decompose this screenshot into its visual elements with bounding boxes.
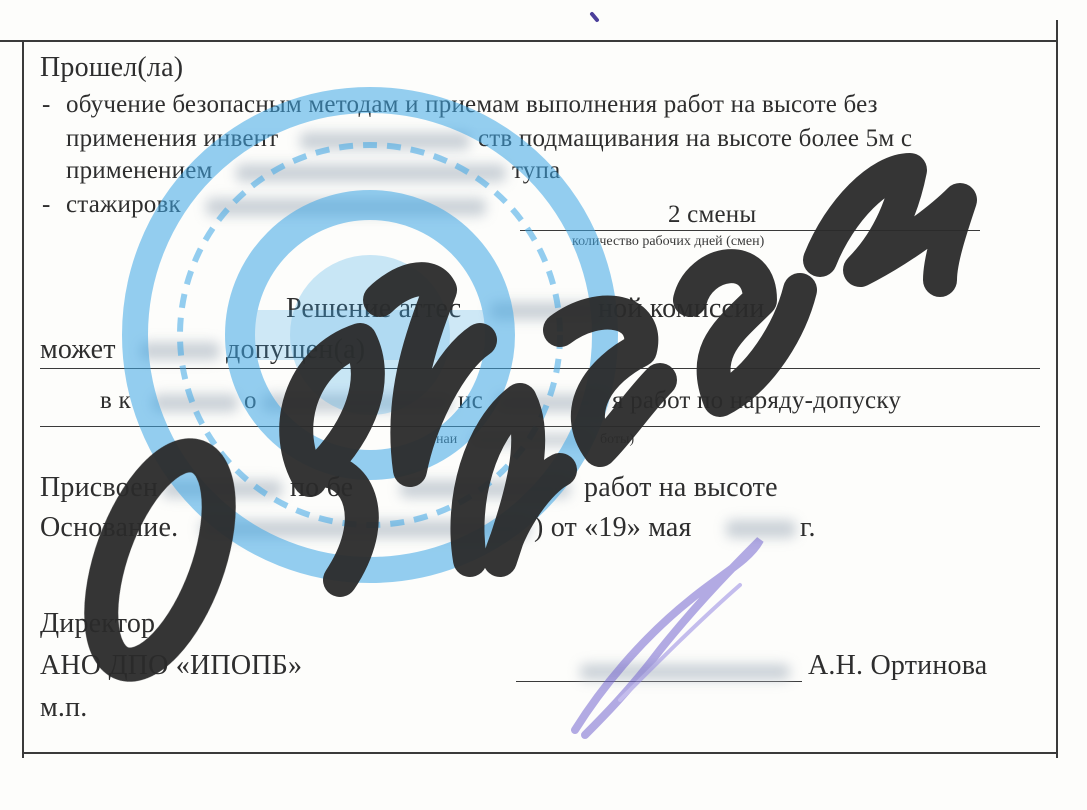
redaction [152,394,238,412]
assigned-c: работ на высоте [584,472,778,503]
bottom-border [22,752,1058,754]
right-border [1056,20,1058,758]
redaction [206,198,486,216]
organization-name: АНО ДПО «ИПОПБ» [40,650,303,681]
signature-line [516,681,802,682]
redaction [490,302,600,320]
training-line-1: обучение безопасным методам и приемам выполнения работ на высоте без [66,91,878,118]
internship-label: стажировк [66,191,181,218]
assigned-a: Присвоен [40,472,159,503]
shifts-value: 2 смены [668,201,757,228]
bullet-1: - [42,91,51,118]
role-caption-b: боты) [600,432,635,447]
training-line-3b: тупа [512,157,561,184]
redaction [262,394,452,412]
redaction [200,520,530,538]
training-line-3a: применением [66,157,213,184]
shifts-caption: количество рабочих дней (смен) [572,234,765,249]
decision-title-a: Решение аттес [286,293,462,324]
redaction [496,394,606,412]
director-position: Директор [40,608,156,639]
role-b: о [244,387,257,414]
top-border [0,40,1058,42]
basis-year-suffix: г. [800,512,816,543]
can-be-admitted: может [40,334,116,365]
decision-title-b: ной комиссии [598,293,765,324]
basis-date: ) от «19» мая [534,512,692,543]
stamp-place: м.п. [40,692,88,723]
redaction [580,664,790,680]
role-underline [40,426,1040,427]
redaction [726,520,796,538]
passed-label: Прошел(ла) [40,52,184,83]
shifts-underline [520,230,980,231]
admitted-underline [40,368,1040,369]
role-d: я работ по наряду-допуску [612,387,902,414]
redaction [470,434,590,446]
redaction [162,480,282,498]
redaction [236,164,506,182]
training-line-2b: ств подмащивания на высоте более 5м с [478,125,913,152]
redaction [300,132,470,150]
watermark-obrazets-icon [77,170,960,680]
handwritten-signature-icon [575,540,760,735]
signer-name: А.Н. Ортинова [808,650,988,681]
basis-label: Основание. [40,512,179,543]
assigned-b: по бе [290,472,354,503]
left-border [22,40,24,758]
role-caption-a: наи [436,432,458,447]
role-a: в к [100,387,131,414]
training-line-2a: применения инвент [66,125,279,152]
role-c: ис [458,387,483,414]
redaction [140,342,220,360]
redaction [400,480,570,498]
bullet-2: - [42,191,51,218]
admitted-fragment: допущен(а) [226,334,366,365]
top-pen-mark [592,14,597,20]
